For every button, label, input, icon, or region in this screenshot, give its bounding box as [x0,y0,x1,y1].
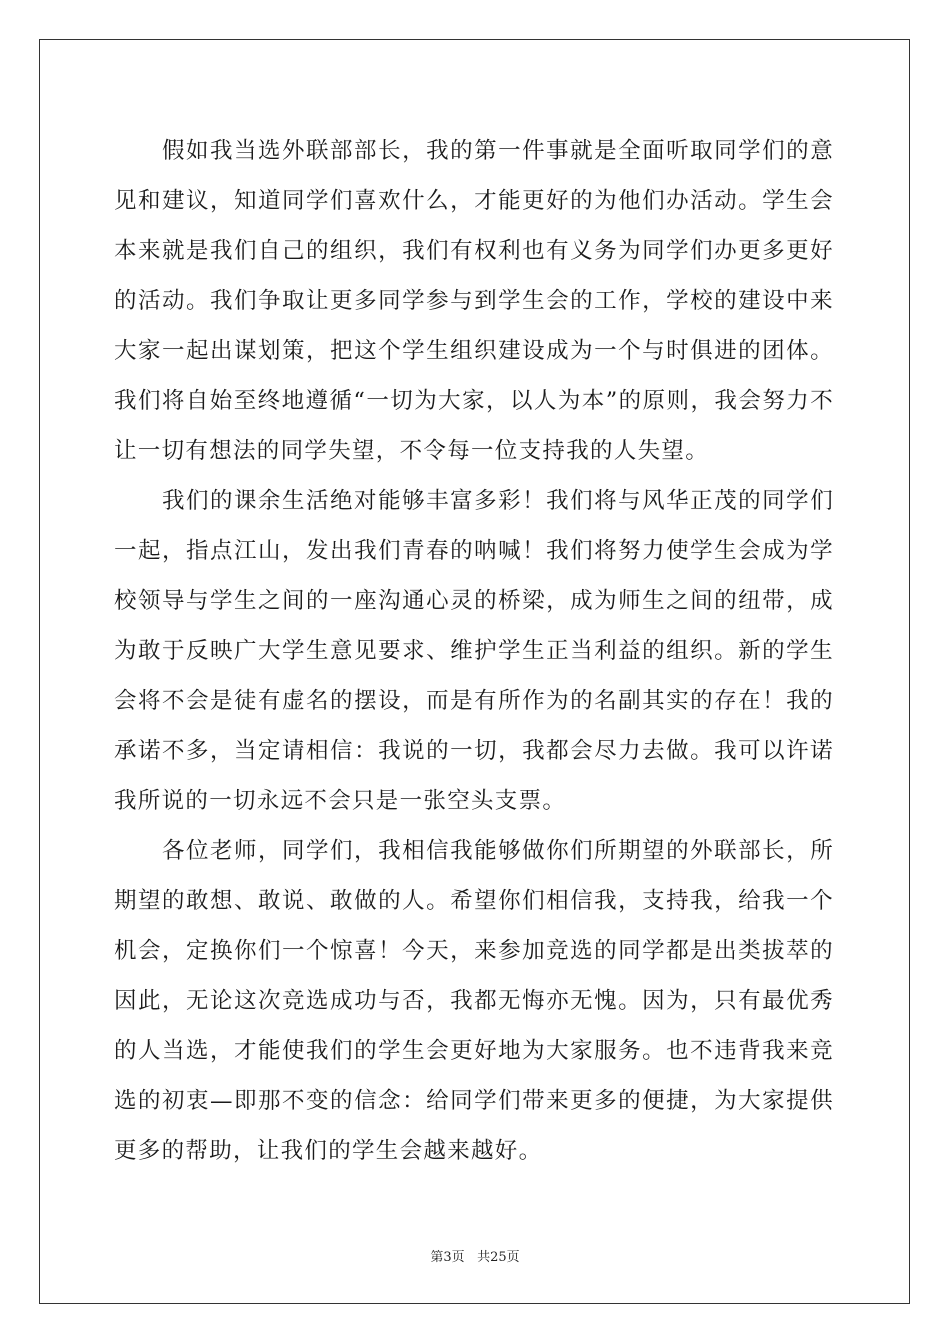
page-footer [0,1246,950,1265]
paragraph-3: 各位老师，同学们，我相信我能够做你们所期望的外联部长，所期望的敢想、敢说、敢做的人。希望你们相信我，支持我，给我一个机会，定换你们一个惊喜！今天，来参加竞选的同学都是出类拔萃的因此，无论这次竞选成功与否，我都无悔亦无愧。因为，只有最优秀的人当选，才能使我们的学生会更好地为大家服务。也不违背我来竞选的初衷—即那不变的信念：给同学们带来更多的便捷，为大家提供更多的帮助，让我们的学生会越来越好。 [114,838,834,1164]
paragraph-1: 假如我当选外联部部长，我的第一件事就是全面听取同学们的意见和建议，知道同学们喜欢什么，才能更好的为他们办活动。学生会本来就是我们自己的组织，我们有权利也有义务为同学们办更多更好的活动。我们争取让更多同学参与到学生会的工作，学校的建设中来大家一起出谋划策，把这个学生组织建设成为一个与时俱进的团体。我们将自始至终地遵循“一切为大家，以人为本”的原则，我会努力不让一切有想法的同学失望，不令每一位支持我的人失望。 [114,138,834,464]
page-number: 第3页 [430,1250,465,1265]
paragraph-2: 我们的课余生活绝对能够丰富多彩！我们将与风华正茂的同学们一起，指点江山，发出我们青春的呐喊！我们将努力使学生会成为学校领导与学生之间的一座沟通心灵的桥梁，成为师生之间的纽带，成为敢于反映广大学生意见要求、维护学生正当利益的组织。新的学生会将不会是徒有虚名的摆设，而是有所作为的名副其实的存在！我的承诺不多，当定请相信：我说的一切，我都会尽力去做。我可以许诺我所说的一切永远不会只是一张空头支票。 [114,488,834,814]
page-total: 共25页 [477,1250,520,1265]
document-body [114,126,834,1176]
